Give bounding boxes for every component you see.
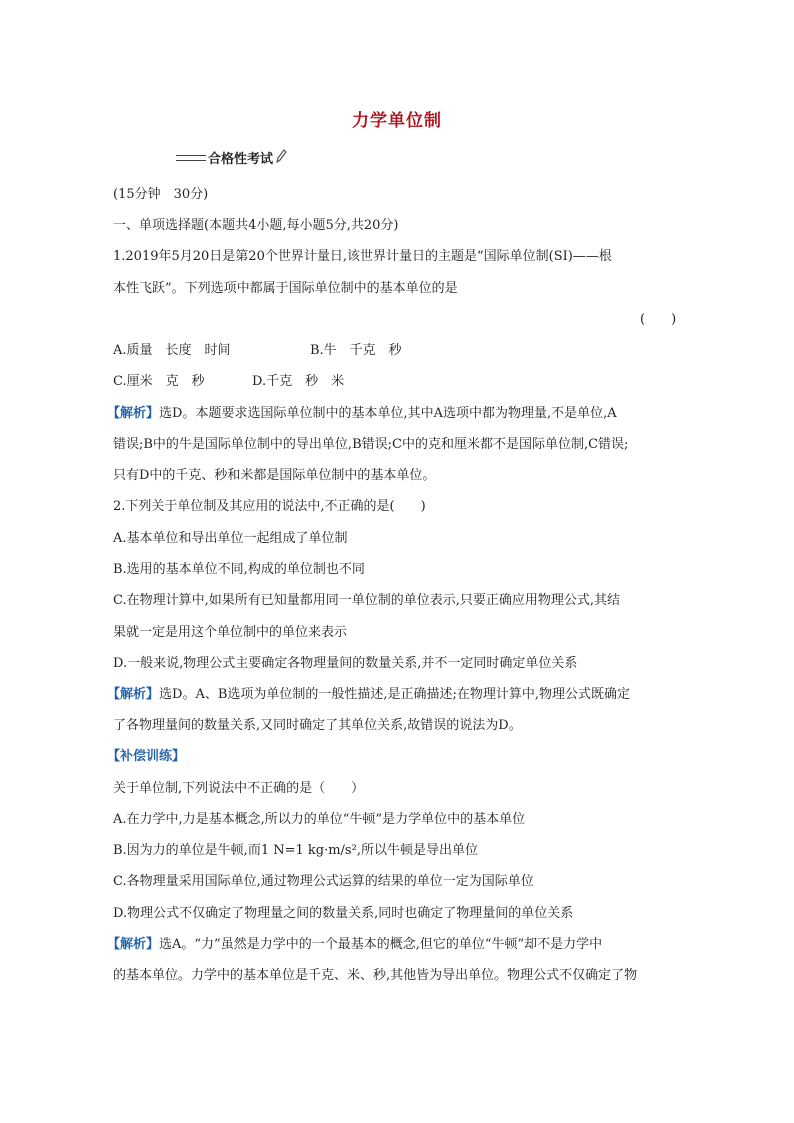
q2-option-c-line1: C.在物理计算中,如果所有已知量都用同一单位制的单位表示,只要正确应用物理公式,其结: [113, 593, 621, 608]
supplement-stem: 关于单位制,下列说法中不正确的是（ ）: [113, 781, 365, 796]
q2-option-c-line2: 果就一定是用这个单位制中的单位来表示: [113, 625, 348, 640]
supplement-option-b: B.因为力的单位是牛顿,而1 N=1 kg·m/s²,所以牛顿是导出单位: [113, 843, 478, 858]
analysis-text: 选D。本题要求选国际单位制中的基本单位,其中A选项中都为物理量,不是单位,A: [159, 406, 617, 421]
q2-analysis-line1: [107, 686, 631, 704]
q1-analysis-line1: [107, 405, 617, 423]
q2-stem: 2.下列关于单位制及其应用的说法中,不正确的是( ): [113, 499, 426, 514]
supplement-tag: 【补偿训练】: [107, 749, 186, 764]
analysis-tag: 【解析】: [107, 406, 160, 421]
q1-option-d: D.千克 秒 米: [252, 374, 345, 389]
part-heading: 一、单项选择题(本题共4小题,每小题5分,共20分): [113, 218, 399, 233]
time-score: (15分钟 30分): [113, 187, 209, 202]
section-label: 合格性考试: [208, 152, 274, 167]
supplement-option-c: C.各物理量采用国际单位,通过物理公式运算的结果的单位一定为国际单位: [113, 874, 534, 889]
pencil-icon: [275, 149, 287, 167]
section-header: [176, 148, 287, 167]
q1-stem-line2: 本性飞跃”。下列选项中都属于国际单位制中的基本单位的是: [113, 281, 458, 296]
q2-option-d: D.一般来说,物理公式主要确定各物理量间的数量关系,并不一定同时确定单位关系: [113, 656, 578, 671]
analysis-tag: 【解析】: [107, 937, 160, 952]
analysis-text: 选D。A、B选项为单位制的一般性描述,是正确描述;在物理计算中,物理公式既确定: [159, 687, 631, 702]
q1-analysis-line2: 错误;B中的牛是国际单位制中的导出单位,B错误;C中的克和厘米都不是国际单位制,C错误;: [113, 437, 629, 452]
double-rule: [176, 155, 206, 161]
q1-analysis-line3: 只有D中的千克、秒和米都是国际单位制中的基本单位。: [113, 468, 436, 483]
page-title: 力学单位制: [352, 111, 442, 131]
supplement-tag-line: [107, 748, 186, 766]
q2-option-a: A.基本单位和导出单位一起组成了单位制: [113, 531, 348, 546]
q2-analysis-line2: 了各物理量间的数量关系,又同时确定了其单位关系,故错误的说法为D。: [113, 718, 522, 733]
analysis-tag: 【解析】: [107, 687, 160, 702]
supplement-analysis-line2: 的基本单位。力学中的基本单位是千克、米、秒,其他皆为导出单位。物理公式不仅确定了物: [113, 968, 638, 983]
supplement-analysis-line1: [107, 936, 603, 954]
supplement-option-d: D.物理公式不仅确定了物理量之间的数量关系,同时也确定了物理量间的单位关系: [113, 906, 574, 921]
analysis-text: 选A。“力”虽然是力学中的一个最基本的概念,但它的单位“牛顿”却不是力学中: [159, 937, 603, 952]
q1-option-c: C.厘米 克 秒: [113, 374, 205, 389]
q1-answer-blank: ( ): [640, 312, 677, 327]
supplement-option-a: A.在力学中,力是基本概念,所以力的单位“牛顿”是力学单位中的基本单位: [113, 812, 526, 827]
q1-stem-line1: 1.2019年5月20日是第20个世界计量日,该世界计量日的主题是“国际单位制(SI)——根: [113, 249, 612, 264]
q1-option-a: A.质量 长度 时间: [113, 343, 231, 358]
q1-option-b: B.牛 千克 秒: [310, 343, 402, 358]
q2-option-b: B.选用的基本单位不同,构成的单位制也不同: [113, 562, 365, 577]
